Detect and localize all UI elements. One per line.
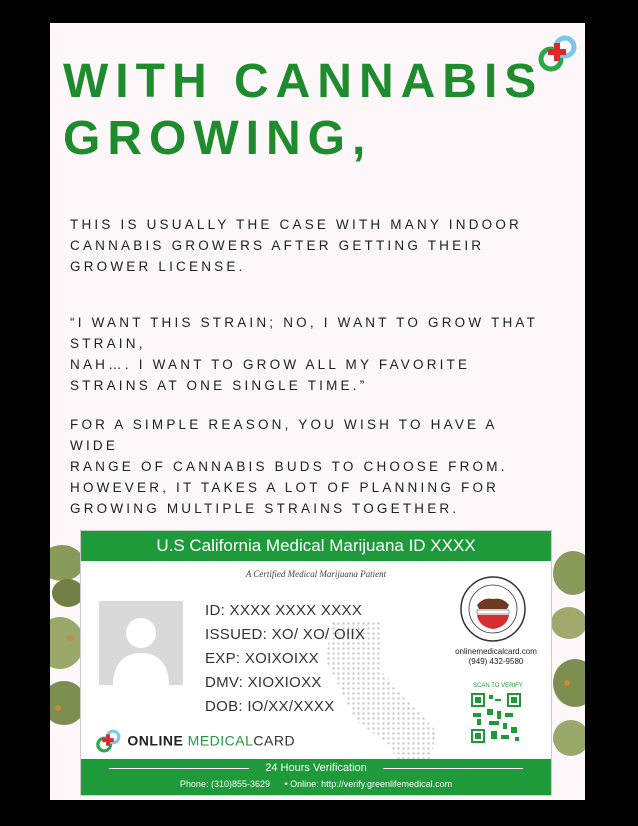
field-exp: EXP: XOIXOIXX — [205, 650, 319, 667]
footer-phone[interactable]: Phone: (310)855-3629 — [179, 779, 270, 789]
quote-paragraph — [70, 312, 550, 396]
text-line: RANGE OF CANNABIS BUDS TO CHOOSE FROM. — [70, 459, 508, 474]
medical-cross-logo-icon — [93, 728, 123, 756]
medical-id-card — [80, 530, 552, 796]
text-line: HOWEVER, IT TAKES A LOT OF PLANNING FOR — [70, 480, 500, 495]
headline — [63, 53, 543, 167]
text-line: STRAINS AT ONE SINGLE TIME.” — [70, 378, 368, 393]
field-id: ID: XXXX XXXX XXXX — [205, 602, 363, 619]
text-line: STRAIN, — [70, 336, 146, 351]
divider — [383, 768, 523, 769]
text-line: THIS IS USUALLY THE CASE WITH MANY INDOOR — [70, 217, 523, 232]
headline-line-1: WITH CANNABIS — [63, 55, 544, 108]
website-text: onlinemedicalcard.com — [455, 647, 537, 656]
card-title: U.S California Medical Marijuana ID XXXX — [81, 531, 551, 561]
text-line: GROWING MULTIPLE STRAINS TOGETHER. — [70, 501, 460, 516]
text-line: NAH…. I WANT TO GROW ALL MY FAVORITE — [70, 357, 471, 372]
avatar — [99, 601, 183, 685]
text-line: “I WANT THIS STRAIN; NO, I WANT TO GROW THAT — [70, 315, 539, 330]
brand-logo — [93, 728, 295, 756]
scan-label: SCAN TO VERIFY — [473, 683, 523, 689]
card-footer — [81, 759, 551, 795]
text-line: GROWER LICENSE. — [70, 259, 246, 274]
person-silhouette-icon — [99, 601, 183, 685]
qr-code-icon[interactable] — [471, 693, 521, 743]
intro-paragraph — [70, 214, 550, 277]
flyer-page — [50, 23, 585, 800]
brand-word-online: ONLINE — [127, 732, 188, 749]
verification-title: 24 Hours Verification — [265, 762, 367, 774]
card-subtitle: A Certified Medical Marijuana Patient — [245, 569, 387, 579]
verify-row — [81, 761, 551, 775]
footer-contacts — [81, 779, 551, 789]
field-issued: ISSUED: XO/ XO/ OIIX — [205, 626, 366, 643]
text-line: CANNABIS GROWERS AFTER GETTING THEIR — [70, 238, 485, 253]
id-fields — [205, 599, 365, 719]
card-contact-info — [441, 647, 551, 667]
brand-word-medical: MEDICAL — [187, 732, 254, 749]
text-line: FOR A SIMPLE REASON, YOU WISH TO HAVE A WIDE — [70, 417, 497, 453]
brand-word-card: CARD — [253, 732, 296, 749]
reason-paragraph — [70, 414, 550, 519]
state-seal-icon — [459, 575, 527, 643]
footer-online[interactable]: • Online: http://verify.greenlifemedical.com — [284, 779, 453, 789]
field-dmv: DMV: XIOXIOXX — [205, 674, 322, 691]
field-dob: DOB: IO/XX/XXXX — [205, 698, 335, 715]
headline-line-2: GROWING, — [63, 112, 373, 165]
side-phone-text: (949) 432-9580 — [468, 657, 524, 666]
